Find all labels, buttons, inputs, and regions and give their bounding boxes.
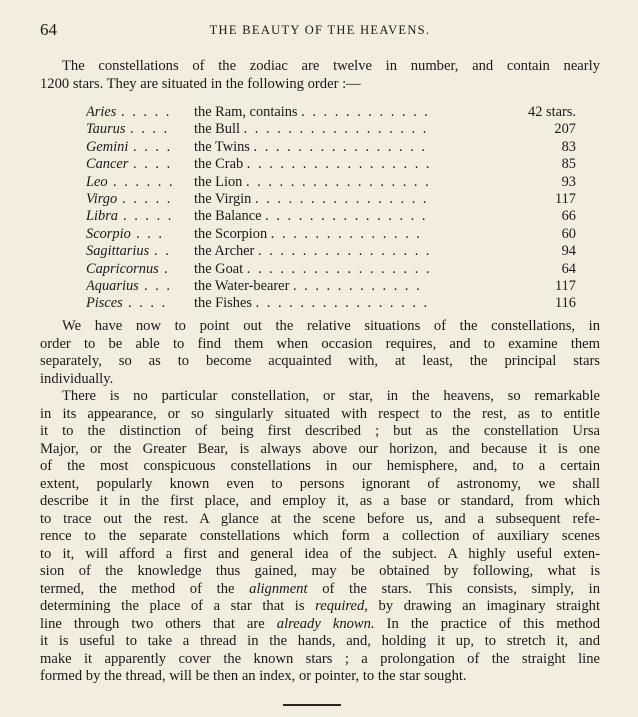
italic-term: required,	[315, 598, 368, 614]
text-line: sion of the knowledge thus gained, may be obtained by following, what is	[40, 563, 600, 579]
constellation-english-name	[194, 104, 430, 121]
english-name-text: the Water-bearer	[194, 277, 290, 294]
constellation-english-name	[194, 226, 422, 243]
star-count: 117	[554, 190, 576, 207]
zodiac-row	[86, 261, 576, 278]
italic-term: already known.	[276, 615, 375, 632]
running-title: THE BEAUTY OF THE HEAVENS.	[209, 23, 431, 37]
leader-dots: . . . . .	[121, 104, 172, 120]
text-line: rence to the separate constellations which form a collection of auxiliary scenes	[40, 528, 600, 544]
star-count: 60	[561, 225, 576, 242]
english-name-text: the Ram, contains	[194, 104, 298, 120]
star-count: 207	[554, 121, 576, 138]
constellation-latin-name: Aries	[86, 104, 117, 120]
trailing-dots: . . . . . . . . . . . . . . .	[265, 208, 428, 225]
text-segment: line through two others that are	[40, 615, 277, 632]
leader-dots: . . .	[136, 225, 164, 242]
english-name-text: the Goat	[194, 260, 244, 277]
english-name-text: the Scorpion	[194, 225, 268, 242]
star-count: 116	[554, 295, 576, 312]
constellation-english-name	[194, 156, 432, 173]
text-line: order to be able to find them when occasion requires, and to examine them	[40, 335, 600, 352]
trailing-dots: . . . . . . . . . . . .	[292, 277, 422, 294]
text-line: There is no particular constellation, or star, in the heavens, so remarkable	[62, 388, 600, 404]
text-line: it is useful to take a thread in the hands, and, holding it up, to stretch it, and	[40, 633, 600, 649]
zodiac-row	[86, 278, 576, 295]
page-number: 64	[40, 20, 57, 39]
star-count: 42 stars.	[528, 104, 576, 120]
text-line: to it, will afford a first and general idea of the subject. A highly useful exten-	[40, 545, 600, 562]
text-line: We have now to point out the relative situations of the constellations, in	[62, 318, 600, 334]
constellation-english-name	[194, 139, 427, 156]
zodiac-row	[86, 191, 576, 208]
paragraph-situations	[40, 318, 600, 388]
english-name-text: the Archer	[194, 243, 255, 260]
english-name-text: the Balance	[194, 208, 262, 225]
constellation-latin-name: Virgo	[86, 190, 118, 207]
text-line: formed by the thread, will be then an index, or pointer, to the star sought.	[40, 668, 467, 684]
text-line: Major, or the Greater Bear, is always above our horizon, and because it is one	[40, 440, 600, 457]
trailing-dots: . . . . . . . . . . . . . . . . .	[246, 156, 432, 173]
trailing-dots: . . . . . . . . . . . . . . . .	[257, 243, 432, 260]
text-line: it to the distinction of being first described ; but as the constellation Ursa	[40, 423, 600, 439]
leader-dots: . . . . . .	[113, 173, 175, 190]
text-line: individually.	[40, 370, 114, 387]
zodiac-row	[86, 104, 576, 121]
zodiac-row	[86, 243, 576, 260]
constellation-latin-name: Scorpio	[86, 225, 131, 242]
italic-term: alignment	[249, 580, 308, 597]
text-line: The constellations of the zodiac are twelve in number, and contain nearly	[62, 58, 600, 74]
constellation-english-name	[194, 278, 422, 295]
trailing-dots: . . . . . . . . . . . . . . . .	[255, 295, 430, 312]
constellation-english-name	[194, 261, 432, 278]
zodiac-row	[86, 226, 576, 243]
text-line: describe it in the first place, and employ it, as a base or standard, from which	[40, 493, 600, 509]
trailing-dots: . . . . . . . . . . . . . . . . .	[243, 121, 429, 138]
constellation-latin-name: Capricornus	[86, 260, 159, 277]
leader-dots: . . .	[144, 277, 172, 294]
leader-dots: . . . . .	[123, 208, 174, 225]
star-count: 117	[554, 277, 576, 294]
trailing-dots: . . . . . . . . . . . . . . . . .	[245, 173, 431, 190]
english-name-text: the Lion	[194, 173, 243, 190]
trailing-dots: . . . . . . . . . . . . . . . .	[253, 138, 428, 155]
star-count: 94	[561, 243, 576, 260]
zodiac-row	[86, 174, 576, 191]
text-line	[40, 616, 600, 634]
text-segment: termed, the method of the	[40, 580, 250, 597]
constellation-latin-name: Pisces	[86, 295, 123, 312]
text-line: 1200 stars. They are situated in the following order :—	[40, 75, 361, 92]
constellation-latin-name: Taurus	[86, 121, 126, 138]
trailing-dots: . . . . . . . . . . . . . . . .	[254, 190, 429, 207]
leader-dots: . . . .	[133, 138, 173, 155]
constellation-latin-name: Libra	[86, 208, 118, 225]
text-line: separately, so as to become acquainted with, at least, the principal stars	[40, 353, 600, 369]
text-line	[40, 581, 600, 599]
paragraph-ursa-major	[40, 388, 600, 686]
text-segment: of the stars. This consists, simply, in	[307, 580, 600, 597]
trailing-dots: . . . . . . . . . . . .	[301, 104, 430, 120]
zodiac-row	[86, 295, 576, 312]
english-name-text: the Twins	[194, 138, 250, 155]
text-line: of the most conspicuous constellations in our hemisphere, and, to a certain	[40, 458, 600, 474]
leader-dots: . . . .	[133, 156, 173, 173]
constellation-latin-name: Leo	[86, 173, 108, 190]
text-segment: determining the place of a star that is	[40, 598, 316, 614]
closing-rule	[283, 704, 341, 706]
constellation-english-name	[194, 174, 431, 191]
constellation-english-name	[194, 295, 429, 312]
zodiac-row	[86, 121, 576, 138]
constellation-latin-name: Gemini	[86, 138, 129, 155]
constellation-english-name	[194, 243, 431, 260]
text-segment: by drawing an imaginary straight	[367, 598, 601, 614]
text-segment: In the practice of this method	[374, 615, 600, 632]
star-count: 83	[561, 138, 576, 155]
star-count: 93	[561, 173, 576, 190]
leader-dots: . .	[154, 243, 171, 260]
leader-dots: . . . . .	[122, 190, 173, 207]
star-count: 66	[561, 208, 576, 225]
english-name-text: the Fishes	[194, 295, 252, 312]
english-name-text: the Crab	[194, 156, 244, 173]
zodiac-row	[86, 156, 576, 173]
constellation-english-name	[194, 208, 427, 225]
text-line: to trace out the rest. A glance at the scene before us, and a subsequent refe-	[40, 510, 600, 527]
constellation-english-name	[194, 191, 429, 208]
constellation-latin-name: Sagittarius	[86, 243, 150, 260]
zodiac-row	[86, 139, 576, 156]
trailing-dots: . . . . . . . . . . . . . . . . .	[246, 260, 432, 277]
english-name-text: the Virgin	[194, 190, 252, 207]
text-line: make it apparently cover the known stars ; a prolongation of the straight line	[40, 650, 600, 667]
zodiac-row	[86, 208, 576, 225]
leader-dots: .	[164, 260, 170, 277]
star-count: 85	[561, 156, 576, 173]
page-header	[40, 20, 600, 42]
star-count: 64	[561, 260, 576, 277]
text-line: in its appearance, or so singularly situated with respect to the rest, as to entitle	[40, 405, 600, 422]
intro-paragraph	[40, 58, 600, 93]
constellation-english-name	[194, 121, 428, 138]
trailing-dots: . . . . . . . . . . . . . .	[270, 225, 422, 242]
leader-dots: . . . .	[130, 121, 170, 138]
english-name-text: the Bull	[194, 121, 240, 138]
text-line	[40, 598, 600, 616]
leader-dots: . . . .	[128, 295, 168, 312]
zodiac-table	[86, 104, 576, 313]
constellation-latin-name: Cancer	[86, 156, 129, 173]
text-line: extent, popularly known even to persons ignorant of astronomy, we shall	[40, 475, 600, 492]
constellation-latin-name: Aquarius	[86, 277, 139, 294]
